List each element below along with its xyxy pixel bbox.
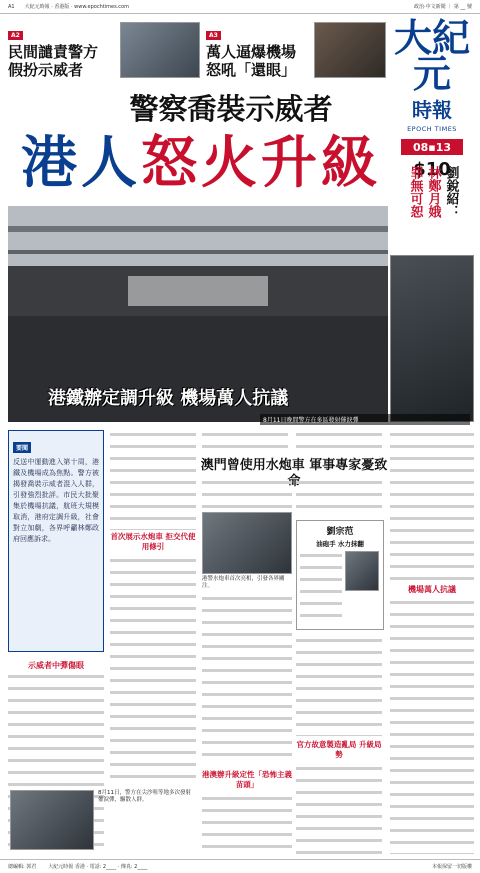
column5-text-top [390,430,474,580]
teaser-headline: 民間譴責警方假扮示威者 [8,43,99,79]
expert-name: 劉宗范 [326,527,354,537]
main-headline [14,130,388,196]
teaser-headline: 萬人逼爆機場怒吼「還眼」 [206,43,297,79]
column5-text [390,598,474,854]
masthead [390,15,474,260]
section-photo-caption: 港警水炮車首次亮相，引發各界關注。 [202,576,285,589]
column2-text-top [110,430,196,530]
news-brief-body: 反送中運動進入第十周，港鐵及機場成為焦點。警方被揭發喬裝示威者混入人群，引發強烈批評。市民大批聚集於機場抗議，航班大規模取消，港府定調升級，社會對立加劇，各界呼籲林鄭政府回應訴求。 [13,458,99,543]
column4-text [296,636,382,736]
date-badge: 08▪13 [401,139,463,155]
expert-title: 油砲手 水力抹翻 [316,540,364,548]
teaser-badge: A3 [206,31,221,40]
main-headline-part: 怒火升級 [141,130,381,196]
expert-photo [345,551,379,591]
price: $10 [413,159,451,180]
side-headline[interactable] [394,166,472,262]
masthead-english: EPOCH TIMES [407,125,457,133]
section-photo [202,512,292,574]
column3-text-bottom [202,794,292,854]
teaser-photo [314,22,386,78]
section-subhead-b: 官方故意製造亂局 升級局勢 [296,740,382,759]
top-bar-left: 大紀元時報 · 香港版 · www.epochtimes.com [24,4,129,10]
inset-photo-caption: 8月11日晚間警方在多區發射催淚彈 [260,414,470,425]
main-headline-top: 警察喬裝示威者 [129,92,333,126]
footer-right: 本報保留一切版權 [431,864,472,870]
inset-photo [390,255,474,422]
side-headline-col: 劉銳紹： [443,166,459,218]
footer-mid: 大紀元時報 香港 · 電話: 2____ · 傳真: 2____ [48,864,148,870]
masthead-subtitle: 時報 [412,98,452,122]
teaser-a3[interactable] [206,22,386,82]
main-headline-part: 港人 [21,130,141,196]
masthead-logo: 大紀元 [393,15,470,96]
footer-left: 總編輯: 郭君 [8,864,37,870]
teaser-photo [120,22,200,78]
column4-text-bottom [296,764,382,854]
top-bar [0,0,480,14]
expert-text [300,551,342,623]
news-brief-box[interactable] [8,430,104,652]
top-bar-right: 政治·中文新聞 ｜ 第 __ 號 [414,4,472,10]
column1-subhead: 示威者中彈傷眼 [28,660,84,670]
section-headline: 澳門曾使用水炮車 軍事專家憂致命 [200,458,388,489]
water-cannon-caption: 8月11日，警方在尖沙咀等地多次發射催淚彈，驅散人群。 [98,790,191,803]
expert-box[interactable] [296,520,384,630]
side-headline-col: 林鄭月娥 [425,166,441,218]
news-brief-tag: 要聞 [13,442,31,453]
column3-text-top [202,430,288,450]
section-subhead-c: 機場萬人抗議 [408,584,456,594]
footer [0,859,480,873]
column3-text [202,594,292,764]
water-cannon-photo [10,790,94,850]
section-subhead-a: 港澳辦升級定性「恐怖主義苗頭」 [202,770,292,789]
column2-text-bottom [110,556,196,784]
lead-photo [8,206,388,422]
page-number: A1 [8,3,15,10]
teaser-badge: A2 [8,31,23,40]
section-lede-2 [296,478,382,516]
section-lede [202,478,292,508]
side-headline-col: 罪無可恕 [407,166,423,218]
teaser-a2[interactable] [8,22,200,82]
column2-subhead: 首次展示水炮車 拒交代使用條引 [110,532,196,551]
column4-text-top [296,430,382,450]
lead-photo-caption: 港鐵辦定調升級 機場萬人抗議 [48,388,289,409]
